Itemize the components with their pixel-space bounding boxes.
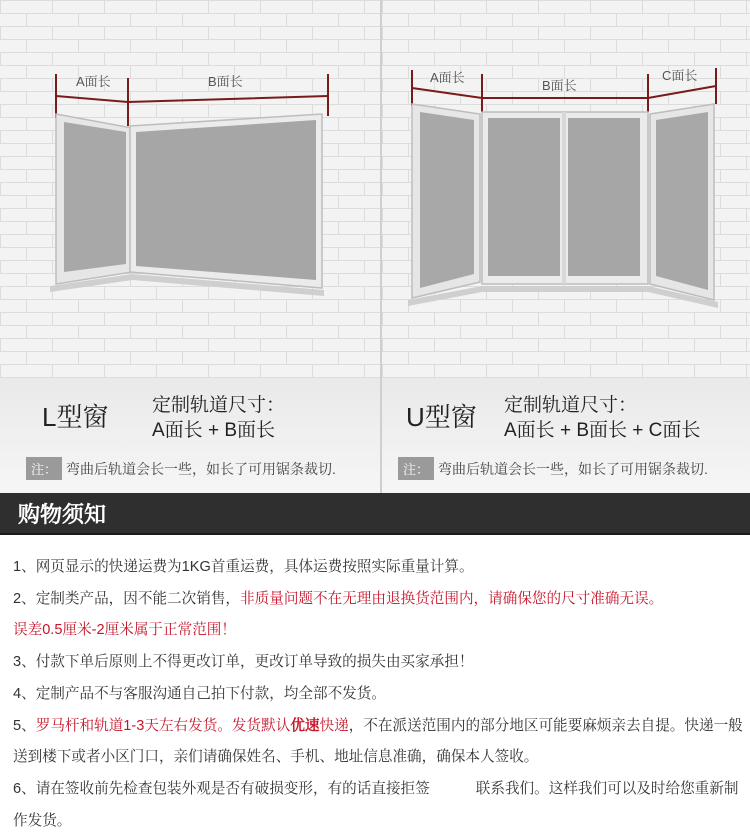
note: [26, 457, 336, 480]
dim-label-a: A面长: [76, 74, 111, 89]
note: [398, 457, 708, 480]
notice-item-2: 2、定制类产品，因不能二次销售，非质量问题不在无理由退换货范围内，请确保您的尺寸准确无误。 误差0.5厘米-2厘米属于正常范围！: [13, 590, 664, 639]
formula-expression: A面长 + B面长: [152, 420, 275, 441]
notice-item-4: 4、定制产品不与客服沟通自己拍下付款，均全部不发货。: [13, 685, 386, 702]
u-window-panel: [382, 0, 750, 493]
window-type-name: L型窗: [42, 402, 109, 432]
note-text: 弯曲后轨道会长一些，如长了可用锯条裁切.: [66, 461, 336, 477]
section-title: 购物须知: [18, 502, 107, 527]
l-window-panel: [0, 0, 380, 493]
formula-expression: A面长 + B面长 + C面长: [504, 420, 701, 441]
dim-label-b: B面长: [208, 74, 243, 89]
shopping-notice-list: [13, 552, 745, 837]
notice-item-6: 6、请在签收前先检查包装外观是否有破损变形，有的话直接拒签 联系我们。这样我们可以及时给您重新制作发货。: [13, 780, 739, 829]
dim-label-a: A面长: [430, 70, 465, 85]
formula-title: 定制轨道尺寸：: [504, 395, 638, 416]
formula-block: [504, 393, 700, 443]
shopping-notice-header: [0, 493, 750, 535]
window-type-name: U型窗: [406, 402, 477, 432]
note-tag: 注：: [398, 457, 434, 480]
formula-block: [152, 393, 285, 443]
notice-item-3: 3、付款下单后原则上不得更改订单，更改订单导致的损失由买家承担！: [13, 654, 474, 671]
dim-label-c: C面长: [662, 68, 698, 83]
note-text: 弯曲后轨道会长一些，如长了可用锯条裁切.: [438, 461, 708, 477]
formula-title: 定制轨道尺寸：: [152, 395, 286, 416]
notice-item-5: 5、罗马杆和轨道1-3天左右发货。发货默认优速快递，不在派送范围内的部分地区可能要麻烦亲去自提。快递一般送到楼下或者小区门口，亲们请确保姓名、手机、地址信息准确，确保本人签收。: [13, 717, 743, 766]
l-window-drawing: [0, 0, 380, 378]
notice-item-1: 1、网页显示的快递运费为1KG首重运费，具体运费按照实际重量计算。: [13, 559, 474, 575]
dim-label-b: B面长: [542, 78, 577, 93]
u-window-drawing: [382, 0, 750, 378]
note-tag: 注：: [26, 457, 62, 480]
